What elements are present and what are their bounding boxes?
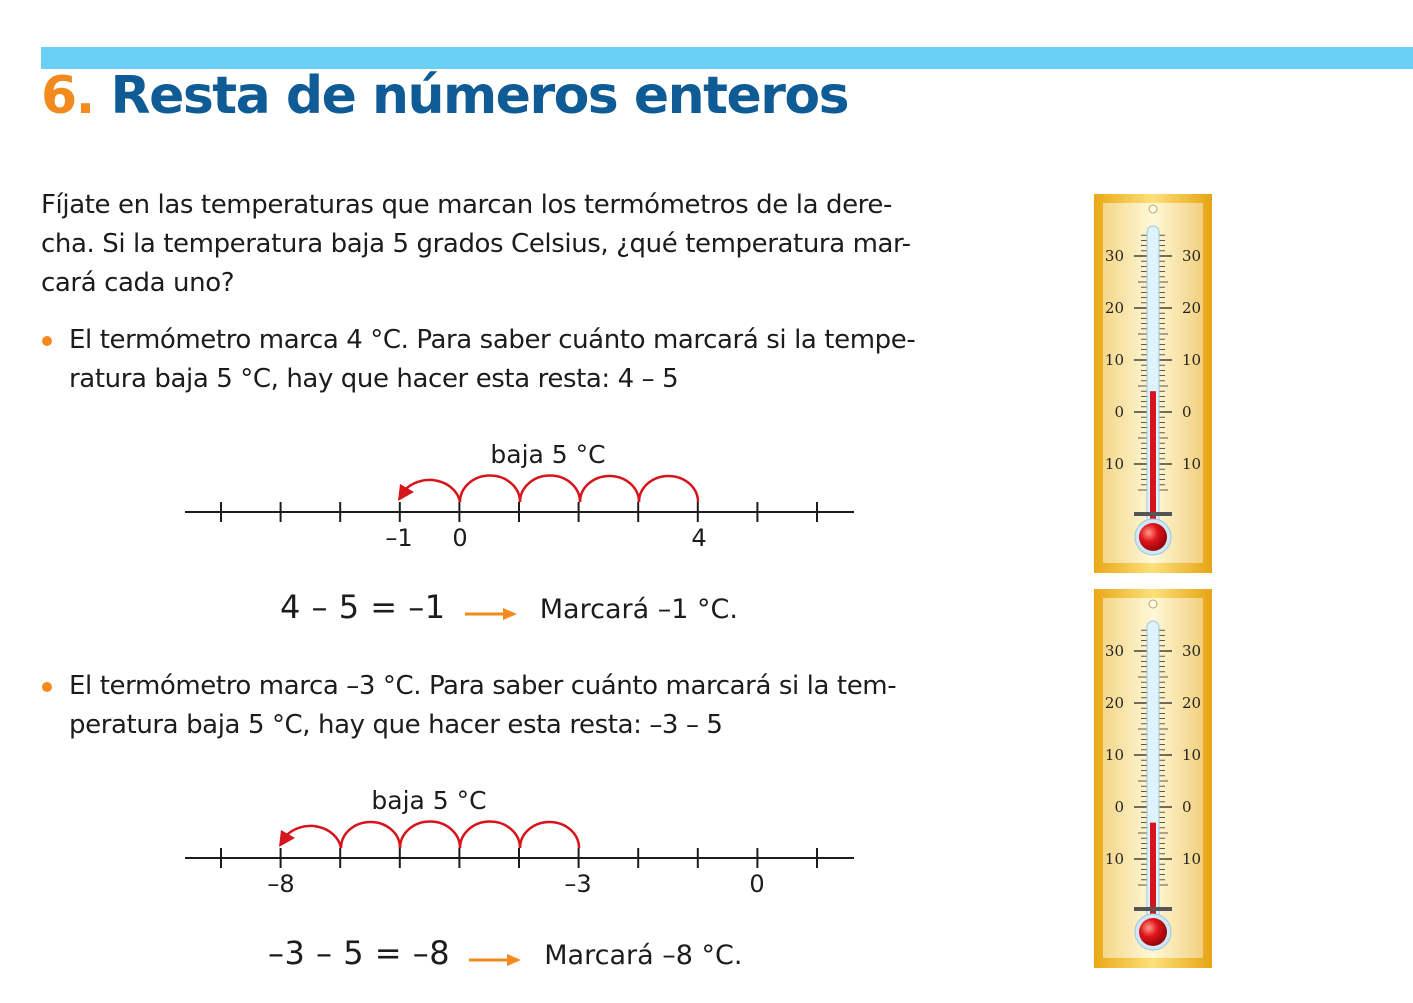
tube-clamp — [1134, 907, 1172, 911]
scale-label: 10 — [1104, 746, 1124, 764]
jump-arcs — [404, 476, 698, 502]
bullet-icon — [42, 682, 52, 692]
tick-label: 4 — [691, 524, 707, 552]
result-text: Marcará –1 °C. — [539, 594, 738, 625]
hanging-hole-icon — [1149, 205, 1157, 213]
scale-label: 30 — [1104, 247, 1124, 265]
scale-label: 30 — [1182, 642, 1202, 660]
example-line: peratura baja 5 °C, hay que hacer esta resta: –3 – 5 — [69, 710, 723, 740]
scale-label: 10 — [1104, 850, 1124, 868]
intro-line: cará cada uno? — [41, 268, 235, 298]
arrow-head-icon — [398, 484, 414, 501]
bulb-icon — [1139, 523, 1167, 551]
scale-label: 0 — [1182, 798, 1192, 816]
scale-label: 10 — [1182, 351, 1202, 369]
equation-text: –3 – 5 = –8 — [268, 934, 451, 972]
scale-label: 0 — [1182, 403, 1192, 421]
example-1-text — [69, 321, 915, 399]
scale-label: 20 — [1104, 299, 1124, 317]
example-2-text — [69, 667, 896, 745]
jump-arc — [460, 822, 520, 848]
thermometer-2 — [1094, 589, 1212, 968]
example-line: El termómetro marca 4 °C. Para saber cuánto marcará si la tempe- — [69, 325, 916, 355]
scale-label: 10 — [1104, 351, 1124, 369]
scale-label: 30 — [1104, 642, 1124, 660]
scale-label: 10 — [1182, 850, 1202, 868]
intro-line: cha. Si la temperatura baja 5 grados Celsius, ¿qué temperatura mar- — [41, 229, 911, 259]
tick-label: –1 — [385, 524, 413, 552]
scale-label: 10 — [1104, 455, 1124, 473]
jump-label: baja 5 °C — [490, 440, 606, 469]
intro-line: Fíjate en las temperaturas que marcan los termómetros de la dere- — [41, 190, 892, 220]
tick-label: –3 — [564, 870, 592, 898]
tube-clamp — [1134, 512, 1172, 516]
intro-paragraph — [41, 186, 911, 303]
equation-1 — [280, 588, 738, 626]
bullet-icon — [42, 336, 52, 346]
jump-arc — [580, 476, 639, 502]
tick-label: 0 — [452, 524, 468, 552]
jump-arc — [639, 476, 698, 502]
bulb-icon — [1139, 918, 1167, 946]
arrow-head-icon — [279, 830, 295, 847]
jump-arc — [520, 476, 580, 502]
scale-label: 20 — [1182, 694, 1202, 712]
hanging-hole-icon — [1149, 600, 1157, 608]
jump-arc — [404, 480, 460, 502]
page-title — [41, 66, 848, 126]
jump-label: baja 5 °C — [371, 786, 487, 815]
jump-arcs — [285, 822, 579, 848]
jump-arc — [460, 476, 520, 502]
scale-label: 0 — [1114, 403, 1124, 421]
section-number: 6. — [41, 66, 94, 126]
jump-arc — [341, 822, 400, 848]
tick-label: 0 — [749, 870, 765, 898]
scale-label: 0 — [1114, 798, 1124, 816]
jump-arc — [285, 826, 341, 848]
section-title: Resta de números enteros — [110, 66, 849, 126]
arrow-right-icon — [469, 953, 521, 967]
mercury-column — [1150, 391, 1156, 532]
scale-label: 20 — [1104, 694, 1124, 712]
equation-text: 4 – 5 = –1 — [280, 588, 446, 626]
result-text: Marcará –8 °C. — [544, 940, 743, 971]
scale-label: 20 — [1182, 299, 1202, 317]
example-line: El termómetro marca –3 °C. Para saber cuánto marcará si la tem- — [69, 671, 897, 701]
scale-label: 10 — [1182, 746, 1202, 764]
jump-arc — [400, 822, 460, 848]
scale-label: 30 — [1182, 247, 1202, 265]
mercury-column — [1150, 823, 1156, 927]
jump-arc — [520, 822, 579, 848]
thermometer-1 — [1094, 194, 1212, 573]
tick-label: –8 — [267, 870, 295, 898]
example-line: ratura baja 5 °C, hay que hacer esta resta: 4 – 5 — [69, 364, 679, 394]
arrow-right-icon — [465, 607, 517, 621]
scale-label: 10 — [1182, 455, 1202, 473]
equation-2 — [268, 934, 742, 972]
